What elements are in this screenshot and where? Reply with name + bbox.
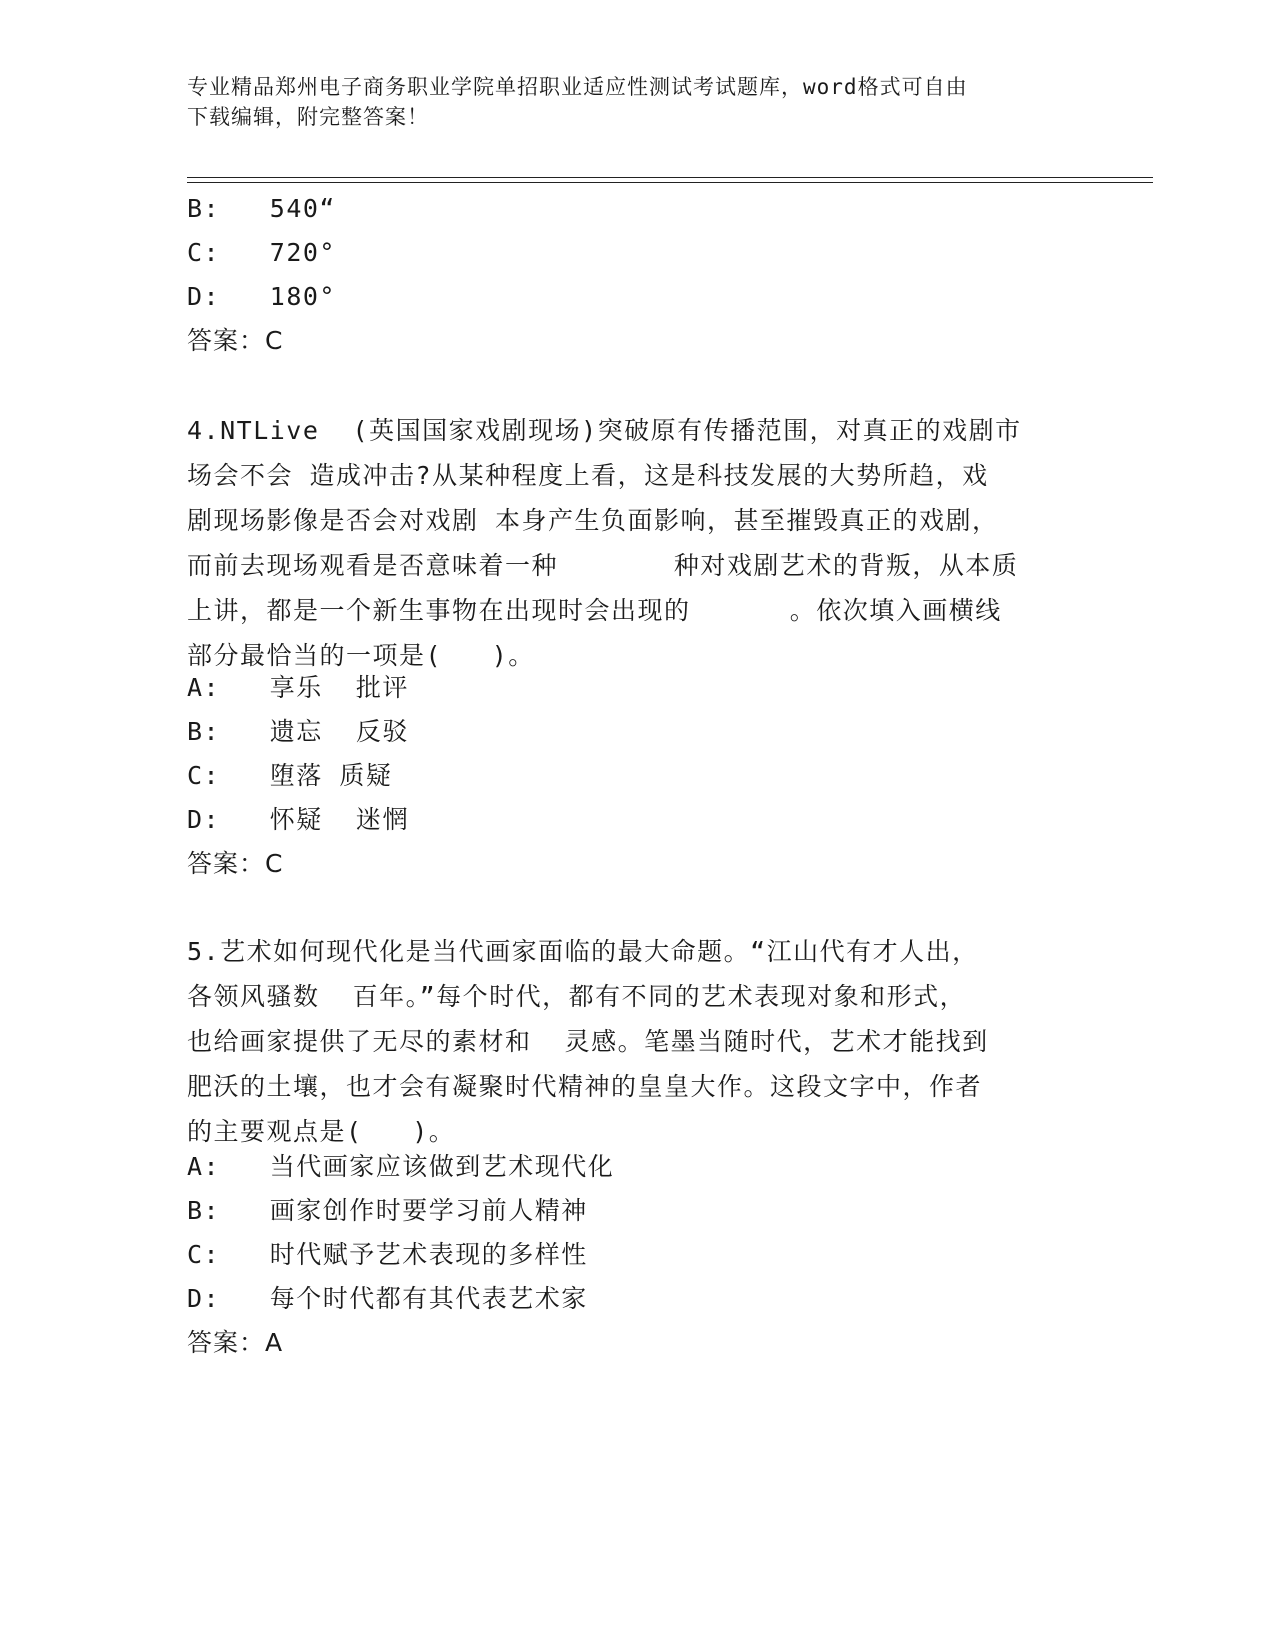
q5-option-c: C: 时代赋予艺术表现的多样性 xyxy=(187,1240,588,1269)
q4-line-4: 而前去现场观看是否意味着一种 种对戏剧艺术的背叛，从本质 xyxy=(187,551,1019,580)
q4-line-1: 4.NTLive (英国国家戏剧现场)突破原有传播范围，对真正的戏剧市 xyxy=(187,416,1022,445)
header-divider-bottom xyxy=(187,182,1153,183)
q5-line-2: 各领风骚数 百年。”每个时代，都有不同的艺术表现对象和形式， xyxy=(187,982,967,1011)
q4-line-3: 剧现场影像是否会对戏剧 本身产生负面影响，甚至摧毁真正的戏剧， xyxy=(187,506,999,535)
q4-line-5: 上讲，都是一个新生事物在出现时会出现的 。依次填入画横线 xyxy=(187,596,1002,625)
header-line-1: 专业精品郑州电子商务职业学院单招职业适应性测试考试题库，word格式可自由 xyxy=(187,75,968,99)
q5-line-3: 也给画家提供了无尽的素材和 灵感。笔墨当随时代，艺术才能找到 xyxy=(187,1027,989,1056)
q5-stem xyxy=(187,929,1067,1154)
q3-answer: 答案：C xyxy=(187,326,284,355)
q5-line-5: 的主要观点是( )。 xyxy=(187,1117,456,1146)
q3-option-b: B: 540“ xyxy=(187,194,336,223)
q5-answer: 答案：A xyxy=(187,1328,284,1357)
q5-line-1: 5.艺术如何现代化是当代画家面临的最大命题。“江山代有才人出， xyxy=(187,937,979,966)
q5-option-d: D: 每个时代都有其代表艺术家 xyxy=(187,1284,588,1313)
q4-line-2: 场会不会 造成冲击?从某种程度上看，这是科技发展的大势所趋，戏 xyxy=(187,461,989,490)
q4-answer: 答案：C xyxy=(187,849,284,878)
q3-option-c: C: 720° xyxy=(187,238,336,267)
q3-option-d: D: 180° xyxy=(187,282,336,311)
q5-option-a: A: 当代画家应该做到艺术现代化 xyxy=(187,1152,615,1181)
q4-option-b: B: 遗忘 反驳 xyxy=(187,717,409,746)
q4-line-6: 部分最恰当的一项是( )。 xyxy=(187,641,535,670)
header-line-2: 下载编辑，附完整答案！ xyxy=(187,105,429,129)
q4-option-d: D: 怀疑 迷惘 xyxy=(187,805,409,834)
q5-line-4: 肥沃的土壤，也才会有凝聚时代精神的皇皇大作。这段文字中，作者 xyxy=(187,1072,983,1101)
q5-option-b: B: 画家创作时要学习前人精神 xyxy=(187,1196,588,1225)
q4-option-a: A: 享乐 批评 xyxy=(187,673,409,702)
q4-option-c: C: 堕落 质疑 xyxy=(187,761,393,790)
q4-stem xyxy=(187,408,1067,678)
document-header xyxy=(187,72,1067,132)
header-divider-top xyxy=(187,177,1153,178)
